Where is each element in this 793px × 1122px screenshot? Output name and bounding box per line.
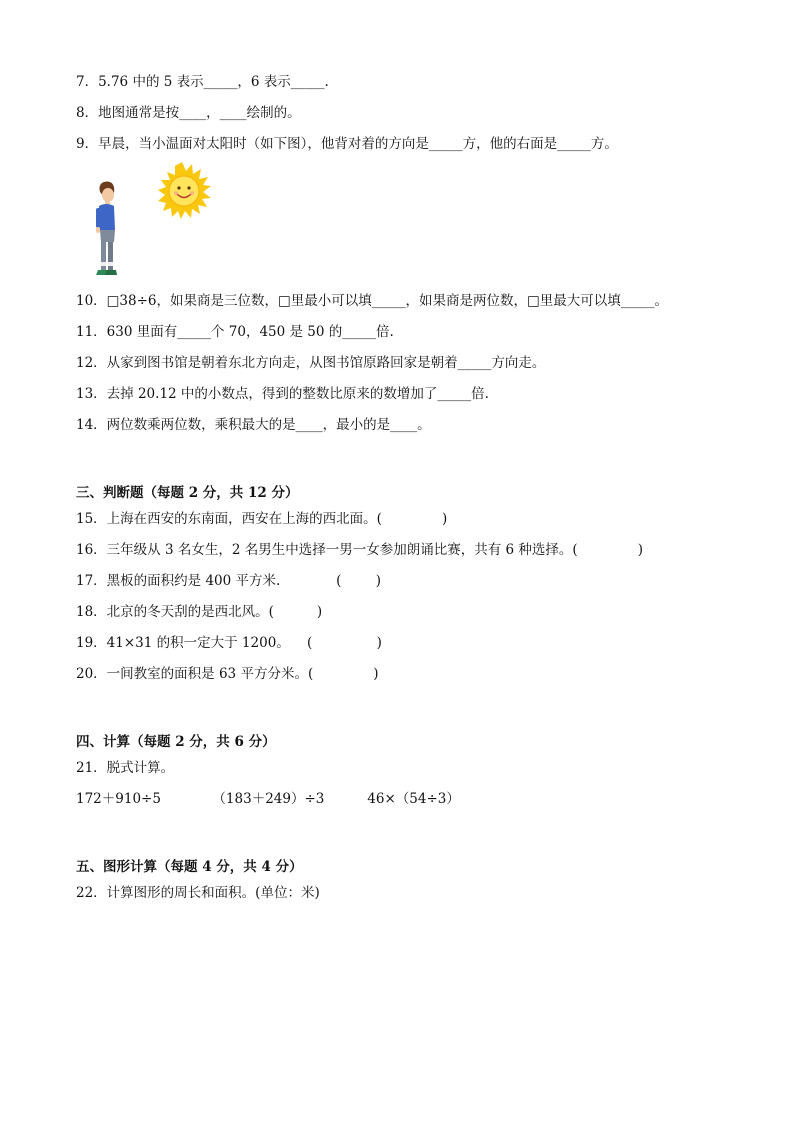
question-17: 17．黑板的面积约是 400 平方米. ( ): [76, 573, 381, 589]
question-16: 16．三年级从 3 名女生，2 名男生中选择一男一女参加朗诵比赛，共有 6 种选择。( ): [76, 542, 644, 558]
question-7: 7．5.76 中的 5 表示_____，6 表示_____.: [76, 74, 329, 90]
question-11: 11．630 里面有_____个 70，450 是 50 的_____倍.: [76, 324, 394, 340]
boy-figure: [96, 182, 117, 275]
sun-icon: [158, 162, 211, 219]
question-21: 21．脱式计算。: [76, 760, 175, 776]
section-3-heading: 三、判断题（每题 2 分，共 12 分）: [76, 485, 299, 501]
boy-facing-sun-illustration: [86, 162, 226, 280]
question-13: 13．去掉 20.12 中的小数点，得到的整数比原来的数增加了_____倍.: [76, 386, 489, 402]
section-4-heading: 四、计算（每题 2 分，共 6 分）: [76, 734, 276, 750]
question-19: 19．41×31 的积一定大于 1200。 ( ): [76, 635, 382, 651]
question-18: 18．北京的冬天刮的是西北风。( ): [76, 604, 323, 620]
section-5-heading: 五、图形计算（每题 4 分，共 4 分）: [76, 859, 303, 875]
question-12: 12．从家到图书馆是朝着东北方向走，从图书馆原路回家是朝着_____方向走。: [76, 355, 546, 371]
question-22: 22．计算图形的周长和面积。(单位：米): [76, 885, 320, 901]
question-15: 15．上海在西安的东南面，西安在上海的西北面。( ): [76, 511, 448, 527]
question-8: 8．地图通常是按____，____绘制的。: [76, 105, 301, 121]
question-20: 20．一间教室的面积是 63 平方分米。( ): [76, 666, 379, 682]
question-9: 9．早晨，当小温面对太阳时（如下图），他背对着的方向是_____方，他的右面是_____方。: [76, 136, 618, 152]
question-14: 14．两位数乘两位数，乘积最大的是____，最小的是____。: [76, 417, 431, 433]
question-10: 10．□38÷6，如果商是三位数，□里最小可以填_____，如果商是两位数，□里最大可以填_____。: [76, 293, 669, 309]
question-21-expressions: 172＋910÷5 （183＋249）÷3 46×（54÷3）: [76, 791, 460, 807]
